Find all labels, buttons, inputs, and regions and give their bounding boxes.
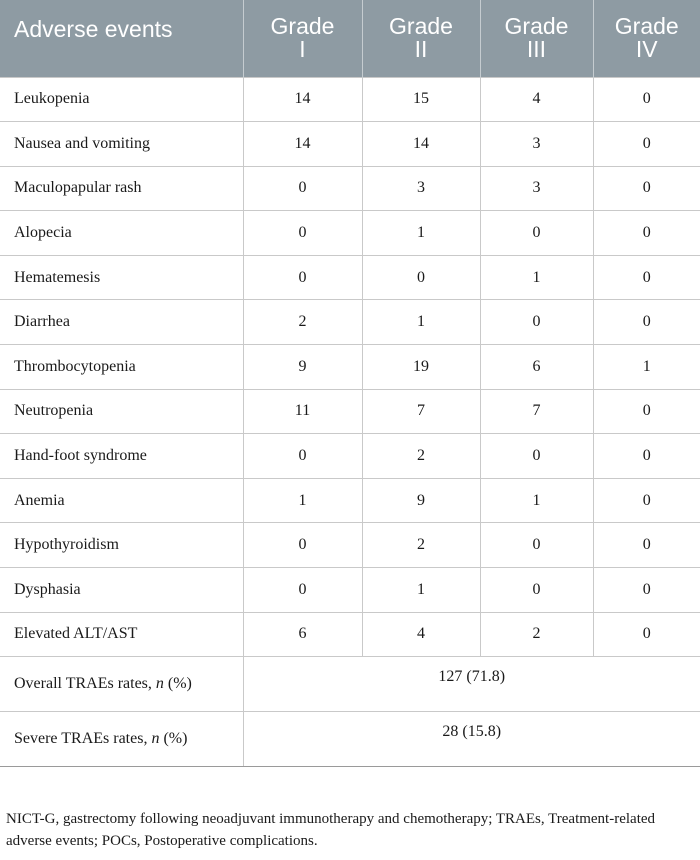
event-name: Alopecia xyxy=(0,211,243,256)
grade-4-count: 1 xyxy=(593,345,700,390)
grade-2-count: 19 xyxy=(362,345,480,390)
event-name: Dysphasia xyxy=(0,568,243,613)
event-name: Hand-foot syndrome xyxy=(0,434,243,479)
table-row xyxy=(0,612,700,657)
grade-2-count: 7 xyxy=(362,389,480,434)
event-name: Diarrhea xyxy=(0,300,243,345)
grade-3-count: 0 xyxy=(480,300,593,345)
table-row xyxy=(0,211,700,256)
event-name: Nausea and vomiting xyxy=(0,122,243,167)
header-grade-3 xyxy=(480,0,593,77)
grade-4-count: 0 xyxy=(593,77,700,122)
header-grade-label: Grade xyxy=(504,13,569,40)
table-body xyxy=(0,77,700,767)
event-name: Maculopapular rash xyxy=(0,166,243,211)
grade-2-count: 2 xyxy=(362,523,480,568)
summary-label-text: Overall TRAEs rates, xyxy=(14,675,156,693)
header-row xyxy=(0,0,700,77)
grade-1-count: 0 xyxy=(243,434,362,479)
grade-4-count: 0 xyxy=(593,300,700,345)
grade-2-count: 15 xyxy=(362,77,480,122)
grade-1-count: 0 xyxy=(243,568,362,613)
grade-4-count: 0 xyxy=(593,389,700,434)
table-row xyxy=(0,434,700,479)
table-row xyxy=(0,300,700,345)
grade-3-count: 3 xyxy=(480,122,593,167)
grade-2-count: 1 xyxy=(362,300,480,345)
event-name: Leukopenia xyxy=(0,77,243,122)
grade-4-count: 0 xyxy=(593,568,700,613)
table-row xyxy=(0,478,700,523)
summary-label-unit: (%) xyxy=(163,675,192,693)
table-row xyxy=(0,166,700,211)
header-grade-label: Grade xyxy=(389,13,453,40)
event-name: Elevated ALT/AST xyxy=(0,612,243,657)
grade-3-count: 1 xyxy=(480,255,593,300)
grade-2-count: 9 xyxy=(362,478,480,523)
table-row xyxy=(0,523,700,568)
header-adverse-events: Adverse events xyxy=(14,16,173,42)
table-row xyxy=(0,255,700,300)
grade-2-count: 14 xyxy=(362,122,480,167)
table-row xyxy=(0,122,700,167)
summary-value: 127 (71.8) xyxy=(243,657,700,712)
grade-4-count: 0 xyxy=(593,434,700,479)
grade-3-count: 0 xyxy=(480,434,593,479)
summary-label-n: n xyxy=(155,675,164,693)
grade-2-count: 1 xyxy=(362,211,480,256)
grade-1-count: 2 xyxy=(243,300,362,345)
grade-3-count: 3 xyxy=(480,166,593,211)
event-name: Hypothyroidism xyxy=(0,523,243,568)
table-row xyxy=(0,77,700,122)
event-name: Hematemesis xyxy=(0,255,243,300)
summary-label xyxy=(0,657,243,712)
grade-1-count: 11 xyxy=(243,389,362,434)
grade-4-count: 0 xyxy=(593,122,700,167)
grade-3-count: 0 xyxy=(480,211,593,256)
grade-2-count: 1 xyxy=(362,568,480,613)
header-grade-numeral: I xyxy=(299,36,306,63)
grade-2-count: 3 xyxy=(362,166,480,211)
summary-label xyxy=(0,712,243,767)
grade-3-count: 2 xyxy=(480,612,593,657)
grade-4-count: 0 xyxy=(593,612,700,657)
grade-1-count: 0 xyxy=(243,166,362,211)
summary-label-n: n xyxy=(151,730,160,748)
header-grade-label: Grade xyxy=(270,13,335,40)
table-header xyxy=(0,0,700,77)
header-grade-numeral: II xyxy=(414,36,428,63)
grade-3-count: 7 xyxy=(480,389,593,434)
grade-1-count: 1 xyxy=(243,478,362,523)
event-name: Anemia xyxy=(0,478,243,523)
grade-4-count: 0 xyxy=(593,166,700,211)
grade-3-count: 0 xyxy=(480,568,593,613)
event-name: Thrombocytopenia xyxy=(0,345,243,390)
grade-4-count: 0 xyxy=(593,255,700,300)
table-row xyxy=(0,568,700,613)
header-grade-numeral: III xyxy=(526,36,547,63)
grade-1-count: 0 xyxy=(243,255,362,300)
grade-1-count: 0 xyxy=(243,523,362,568)
grade-3-count: 1 xyxy=(480,478,593,523)
grade-2-count: 2 xyxy=(362,434,480,479)
grade-3-count: 6 xyxy=(480,345,593,390)
header-grade-numeral: IV xyxy=(635,36,658,63)
grade-4-count: 0 xyxy=(593,523,700,568)
grade-3-count: 0 xyxy=(480,523,593,568)
header-grade-2 xyxy=(362,0,480,77)
grade-1-count: 14 xyxy=(243,122,362,167)
header-grade-1 xyxy=(243,0,362,77)
grade-4-count: 0 xyxy=(593,478,700,523)
grade-2-count: 4 xyxy=(362,612,480,657)
grade-1-count: 9 xyxy=(243,345,362,390)
table-row xyxy=(0,345,700,390)
grade-2-count: 0 xyxy=(362,255,480,300)
header-grade-label: Grade xyxy=(614,13,679,40)
grade-1-count: 0 xyxy=(243,211,362,256)
summary-row-overall xyxy=(0,657,700,712)
summary-label-text: Severe TRAEs rates, xyxy=(14,730,152,748)
grade-3-count: 4 xyxy=(480,77,593,122)
header-grade-4 xyxy=(593,0,700,77)
grade-1-count: 6 xyxy=(243,612,362,657)
grade-4-count: 0 xyxy=(593,211,700,256)
summary-label-unit: (%) xyxy=(159,730,188,748)
table-row xyxy=(0,389,700,434)
grade-1-count: 14 xyxy=(243,77,362,122)
summary-value: 28 (15.8) xyxy=(243,712,700,767)
summary-row-severe xyxy=(0,712,700,767)
event-name: Neutropenia xyxy=(0,389,243,434)
table-footnote: NICT-G, gastrectomy following neoadjuvant immunotherapy and chemotherapy; TRAEs, Treatment-related adverse events; POCs, Postoperative complications. xyxy=(6,811,656,849)
